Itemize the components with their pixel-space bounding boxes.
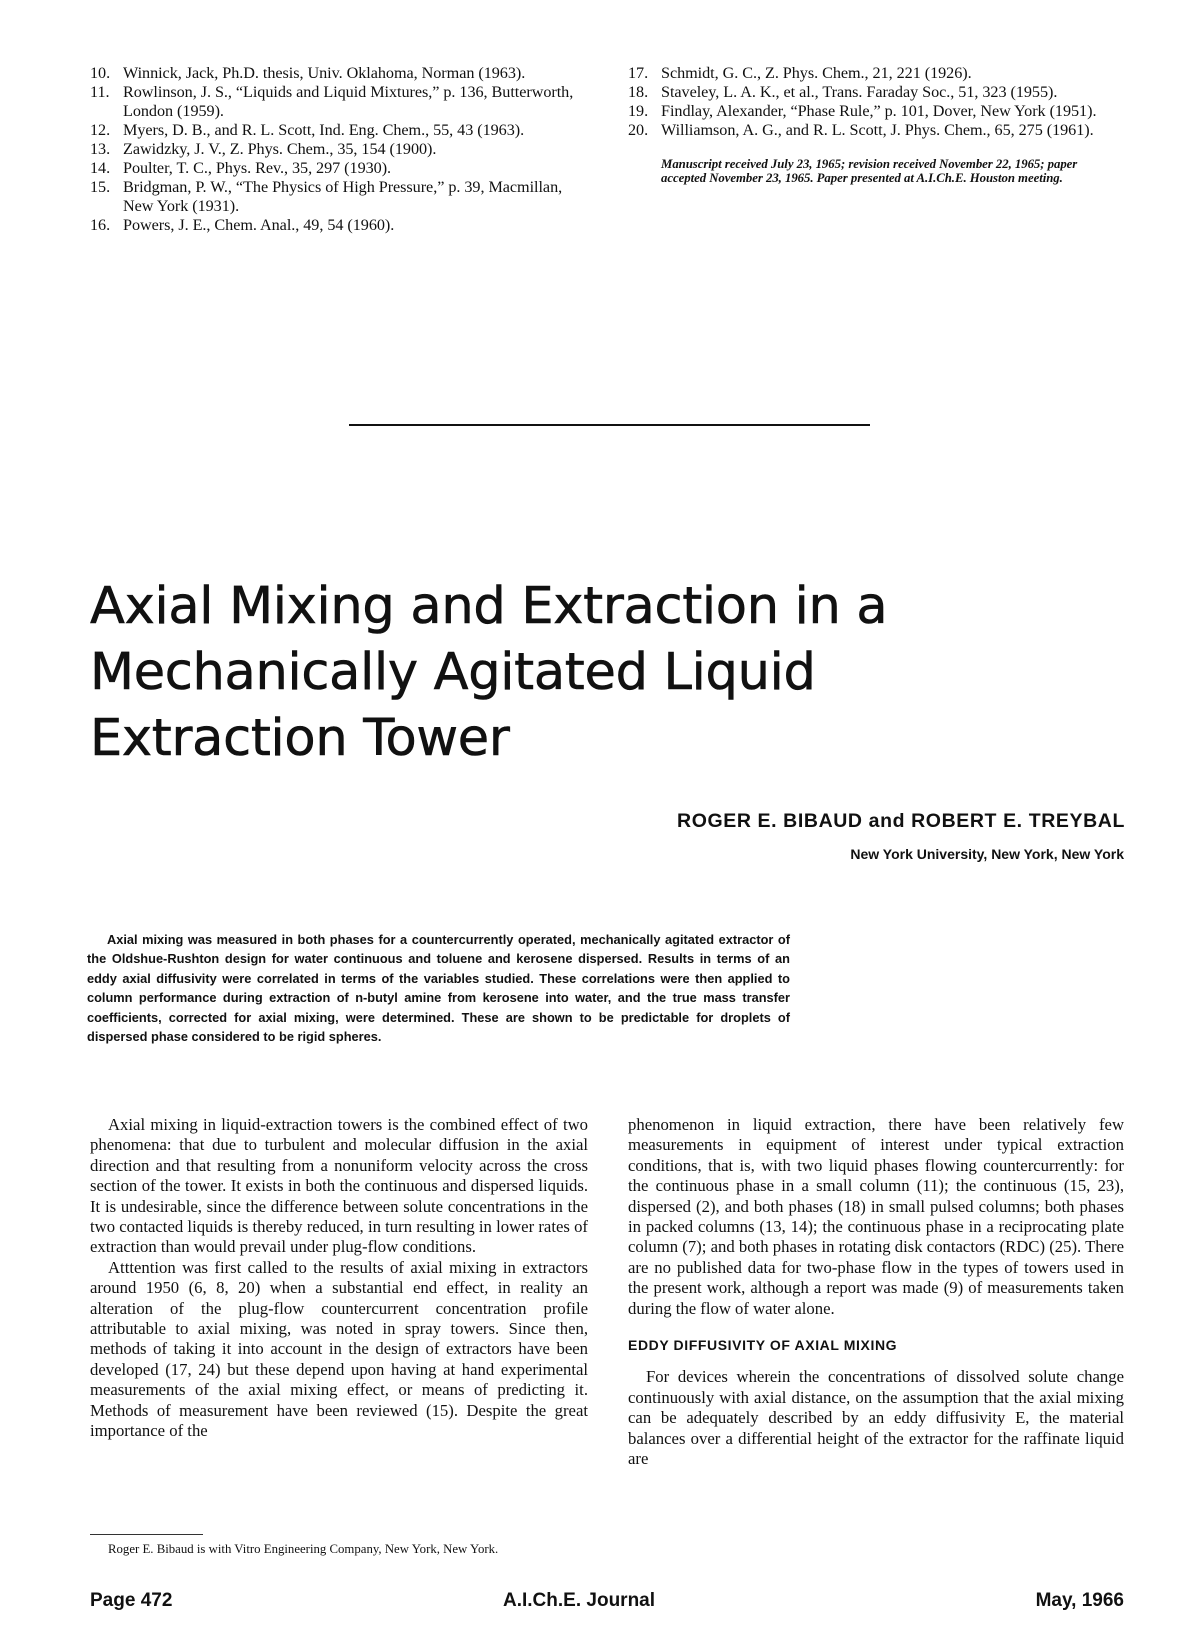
reference-number: 15. [90, 178, 111, 196]
body-left-column [90, 1115, 588, 1442]
reference-13 [90, 140, 588, 159]
reference-11 [90, 83, 588, 121]
reference-text: Poulter, T. C., Phys. Rev., 35, 297 (1930). [123, 159, 392, 177]
reference-18 [628, 83, 1124, 102]
article-abstract: Axial mixing was measured in both phases for a countercurrently operated, mechanically agitated extractor of the Oldshue-Rushton design for water continuous and toluene and kerosene dispersed. Results in terms of an eddy axial diffusivity were correlated in terms of the variables studied. These correlations were then applied to column performance during extraction of n-butyl amine from kerosene into water, and the true mass transfer coefficients, corrected for axial mixing, were determined. These are shown to be predictable for droplets of dispersed phase considered to be rigid spheres. [87, 932, 790, 1045]
page-number: Page 472 [90, 1590, 173, 1611]
reference-text: Powers, J. E., Chem. Anal., 49, 54 (1960). [123, 216, 395, 234]
title-line-3: Extraction Tower [90, 709, 510, 768]
references-right-column [628, 64, 1124, 185]
section-divider [349, 424, 870, 426]
reference-17 [628, 64, 1124, 83]
body-paragraph-2: Atttention was first called to the results of axial mixing in extractors around 1950 (6, 8, 20) when a substantial end effect, in reality an alteration of the plug-flow countercurrent concentration profile attributable to axial mixing, was noted in spray towers. Since then, methods of taking it into account in the design of extractors have been developed (17, 24) but these depend upon having at hand experimental measurements of the axial mixing effect, or means of predicting it. Methods of measurement have been reviewed (15). Despite the great importance of the [90, 1257, 588, 1441]
footnote-rule [90, 1534, 203, 1535]
title-line-1: Axial Mixing and Extraction in a [90, 577, 888, 636]
reference-number: 10. [90, 64, 111, 82]
body-paragraph-1: Axial mixing in liquid-extraction towers is the combined effect of two phenomena: that due to turbulent and molecular diffusion in the axial direction and that resulting from a nonuniform velocity across the cross section of the tower. It exists in both the continuous and dispersed liquids. It is undesirable, since the difference between solute concentrations in the two contacted liquids is thereby reduced, in turn resulting in lower rates of extraction than would prevail under plug-flow conditions. [90, 1115, 588, 1257]
reference-number: 19. [628, 102, 649, 120]
article-title [90, 574, 1130, 772]
reference-12 [90, 121, 588, 140]
issue-date: May, 1966 [1035, 1590, 1124, 1611]
article-authors: ROGER E. BIBAUD and ROBERT E. TREYBAL [677, 810, 1125, 832]
reference-text: Staveley, L. A. K., et al., Trans. Faraday Soc., 51, 323 (1955). [661, 83, 1058, 101]
reference-text: Williamson, A. G., and R. L. Scott, J. Phys. Chem., 65, 275 (1961). [661, 121, 1094, 139]
reference-number: 14. [90, 159, 111, 177]
reference-number: 12. [90, 121, 111, 139]
reference-text: Rowlinson, J. S., “Liquids and Liquid Mixtures,” p. 136, Butterworth, London (1959). [123, 83, 574, 120]
body-paragraph-3: phenomenon in liquid extraction, there have been relatively few measurements in equipment of interest under typical extraction conditions, that is, with two liquid phases flowing countercurrently: for the continuous phase in a small column (11); the continuous (15, 23), dispersed (2), and both phases (18) in small pulsed columns; both phases in packed columns (13, 14); the continuous phase in a reciprocating plate column (7); and both phases in rotating disk contactors (RDC) (25). There are no published data for two-phase flow in the types of towers used in the present work, although a report was made (9) of measurements taken during the flow of water alone. [628, 1115, 1124, 1318]
author-affiliation: New York University, New York, New York [850, 846, 1124, 862]
reference-text: Bridgman, P. W., “The Physics of High Pressure,” p. 39, Macmillan, New York (1931). [123, 178, 563, 215]
section-heading: EDDY DIFFUSIVITY OF AXIAL MIXING [628, 1337, 898, 1354]
reference-14 [90, 159, 588, 178]
reference-text: Findlay, Alexander, “Phase Rule,” p. 101, Dover, New York (1951). [661, 102, 1097, 120]
references-left-column [90, 64, 588, 235]
reference-text: Schmidt, G. C., Z. Phys. Chem., 21, 221 (1926). [661, 64, 972, 82]
reference-15 [90, 178, 588, 216]
reference-20 [628, 121, 1124, 140]
reference-number: 13. [90, 140, 111, 158]
body-paragraph-4: For devices wherein the concentrations of dissolved solute change continuously with axial distance, on the assumption that the axial mixing can be adequately described by an eddy diffusivity E, the material balances over a differential height of the extractor for the raffinate liquid are [628, 1367, 1124, 1469]
reference-text: Myers, D. B., and R. L. Scott, Ind. Eng. Chem., 55, 43 (1963). [123, 121, 525, 139]
reference-text: Zawidzky, J. V., Z. Phys. Chem., 35, 154 (1900). [123, 140, 437, 158]
reference-number: 17. [628, 64, 649, 82]
reference-number: 18. [628, 83, 649, 101]
title-line-2: Mechanically Agitated Liquid [90, 643, 816, 702]
reference-text: Winnick, Jack, Ph.D. thesis, Univ. Oklahoma, Norman (1963). [123, 64, 526, 82]
reference-number: 20. [628, 121, 649, 139]
reference-number: 16. [90, 216, 111, 234]
reference-16 [90, 216, 588, 235]
reference-19 [628, 102, 1124, 121]
manuscript-note: Manuscript received July 23, 1965; revision received November 22, 1965; paper accepted November 23, 1965. Paper presented at A.I.Ch.E. Houston meeting. [661, 157, 1078, 185]
body-right-column [628, 1115, 1124, 1470]
reference-number: 11. [90, 83, 110, 101]
journal-name: A.I.Ch.E. Journal [503, 1590, 656, 1611]
author-footnote: Roger E. Bibaud is with Vitro Engineering Company, New York, New York. [108, 1542, 499, 1556]
reference-10 [90, 64, 588, 83]
